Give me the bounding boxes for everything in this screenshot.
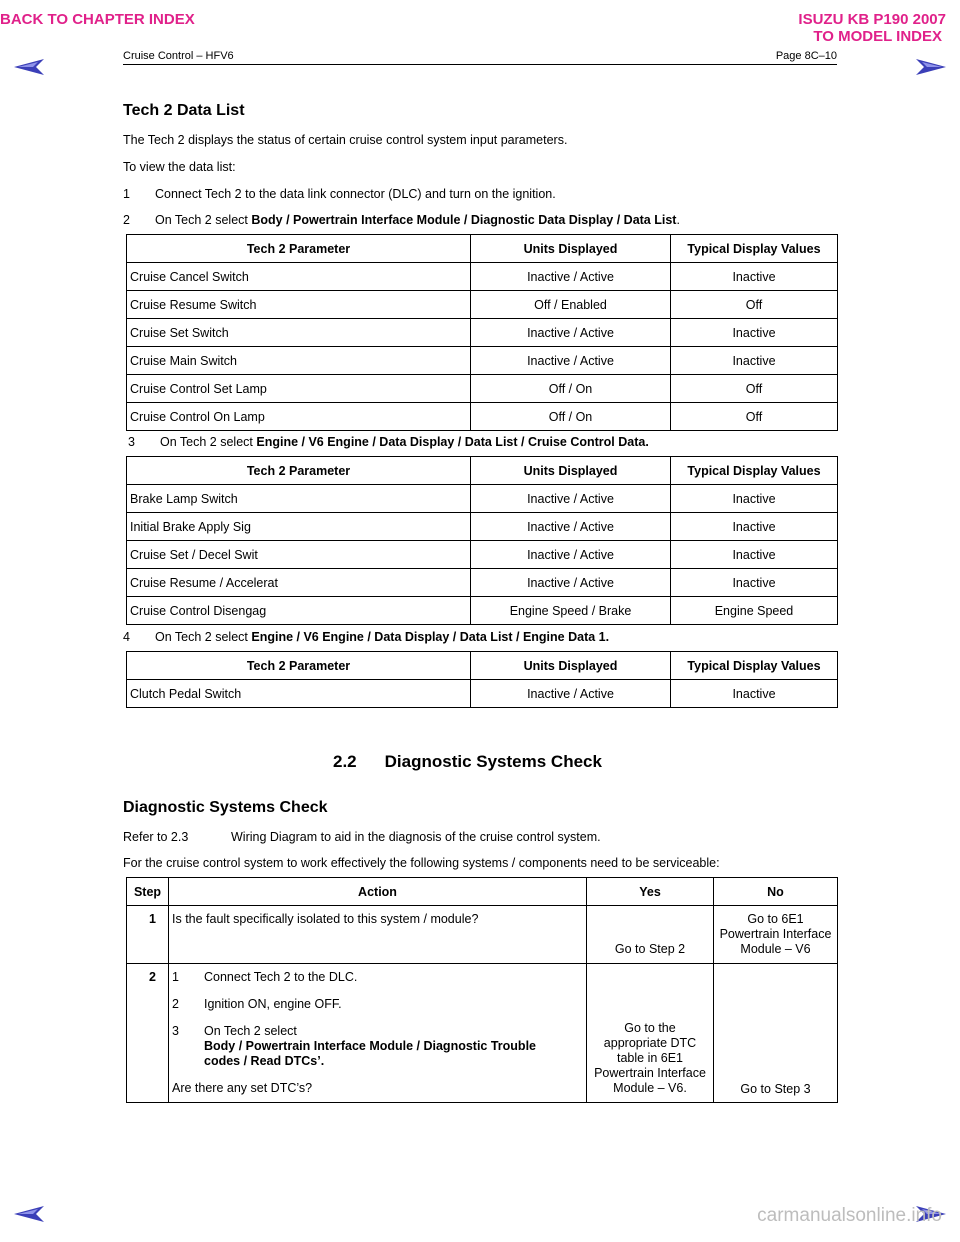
typical-value-cell: Inactive [671,569,838,597]
typical-value-cell: Inactive [671,513,838,541]
no-cell: Go to Step 3 [714,964,838,1103]
table-row [127,375,838,403]
step2-text [123,213,680,228]
parameter-cell: Cruise Main Switch [127,347,471,375]
yes-line: Go to the [624,1021,676,1035]
typical-value-cell: Engine Speed [671,597,838,625]
model-title: ISUZU KB P190 2007 [798,11,946,28]
typical-value-cell: Inactive [671,485,838,513]
section-title-text: Diagnostic Systems Check [384,752,602,771]
action-text: Ignition ON, engine OFF. [204,997,342,1011]
step3-text [128,435,649,450]
col-header: Tech 2 Parameter [127,652,471,680]
units-cell: Off / On [471,375,671,403]
section-title [333,752,602,772]
col-header: Typical Display Values [671,235,838,263]
action-path: Body / Powertrain Interface Module / Diagnostic Trouble [204,1039,536,1053]
tech2-heading: Tech 2 Data List [123,102,245,119]
col-header-step: Step [127,878,169,906]
parameter-cell: Cruise Control On Lamp [127,403,471,431]
table-row [127,319,838,347]
previous-page-arrow-icon[interactable] [14,58,44,76]
typical-value-cell: Inactive [671,347,838,375]
tech2-table-1 [126,234,838,431]
units-cell: Inactive / Active [471,319,671,347]
typical-value-cell: Inactive [671,541,838,569]
diagnostic-check-table [126,877,838,1103]
step4-number: 4 [123,630,130,644]
units-cell: Inactive / Active [471,569,671,597]
action-text: Connect Tech 2 to the DLC. [204,970,358,984]
parameter-cell: Cruise Resume Switch [127,291,471,319]
typical-value-cell: Off [671,291,838,319]
yes-line: table in 6E1 [616,1051,684,1065]
no-line: Go to 6E1 [747,912,804,926]
col-header-action: Action [169,878,587,906]
step1-number: 1 [123,187,130,201]
units-cell: Engine Speed / Brake [471,597,671,625]
table-row [127,597,838,625]
table-header-row [127,878,838,906]
step2-prefix: On Tech 2 select [155,213,252,227]
table-header-row [127,235,838,263]
typical-value-cell: Off [671,375,838,403]
action-num: 3 [172,1024,179,1038]
step3-number: 3 [128,435,135,449]
step2-number: 2 [123,213,130,227]
parameter-cell: Initial Brake Apply Sig [127,513,471,541]
col-header: Units Displayed [471,235,671,263]
typical-value-cell: Inactive [671,319,838,347]
table-row [127,680,838,708]
yes-line: Powertrain Interface [594,1066,706,1080]
step1-body: Connect Tech 2 to the data link connector (DLC) and turn on the ignition. [155,187,556,201]
step4-text [123,630,609,645]
next-page-arrow-icon[interactable] [916,58,946,76]
yes-cell [587,964,714,1103]
parameter-cell: Cruise Control Disengag [127,597,471,625]
step4-path: Engine / V6 Engine / Data Display / Data List / Engine Data 1. [251,630,610,644]
action-num: 2 [172,997,179,1011]
units-cell: Inactive / Active [471,513,671,541]
step4-prefix: On Tech 2 select [155,630,252,644]
refer-body: Wiring Diagram to aid in the diagnosis of the cruise control system. [231,830,601,844]
table-row [127,964,838,1103]
units-cell: Inactive / Active [471,347,671,375]
parameter-cell: Cruise Cancel Switch [127,263,471,291]
table-row [127,485,838,513]
step-number: 2 [127,964,169,1103]
tech2-table-3 [126,651,838,708]
parameter-cell: Cruise Resume / Accelerat [127,569,471,597]
table-header-row [127,652,838,680]
table-row [127,403,838,431]
refer-prefix: Refer to 2.3 [123,830,189,844]
col-header: Units Displayed [471,457,671,485]
tech2-intro: The Tech 2 displays the status of certain cruise control system input parameters. [123,133,568,147]
action-cell: Is the fault specifically isolated to this system / module? [169,906,587,964]
units-cell: Inactive / Active [471,263,671,291]
previous-page-arrow-icon-footer[interactable] [14,1205,44,1223]
diagnostic-subheading: Diagnostic Systems Check [123,799,328,816]
running-header-left: Cruise Control – HFV6 [123,50,234,62]
action-cell [169,964,587,1103]
tech2-table-2 [126,456,838,625]
col-header-yes: Yes [587,878,714,906]
typical-value-cell: Inactive [671,263,838,291]
section-number: 2.2 [333,752,357,771]
parameter-cell: Brake Lamp Switch [127,485,471,513]
no-cell [714,906,838,964]
yes-line: appropriate DTC [603,1036,697,1050]
running-header-right: Page 8C–10 [775,50,837,62]
table-row [127,541,838,569]
step2-path: Body / Powertrain Interface Module / Diagnostic Data Display / Data List [251,213,677,227]
typical-value-cell: Inactive [671,680,838,708]
action-line [172,970,583,985]
action-path: codes / Read DTCs’. [204,1054,325,1068]
action-text: On Tech 2 select [204,1024,297,1038]
to-model-index-link[interactable]: TO MODEL INDEX [813,28,942,45]
header-rule [123,64,837,65]
step3-prefix: On Tech 2 select [160,435,257,449]
col-header: Typical Display Values [671,652,838,680]
refer-text [123,830,601,845]
tech2-view-text: To view the data list: [123,160,236,174]
back-to-chapter-index-link[interactable]: BACK TO CHAPTER INDEX [0,11,195,28]
units-cell: Off / Enabled [471,291,671,319]
units-cell: Inactive / Active [471,485,671,513]
parameter-cell: Cruise Control Set Lamp [127,375,471,403]
col-header: Typical Display Values [671,457,838,485]
table-header-row [127,457,838,485]
no-line: Module – V6 [740,942,811,956]
no-line: Powertrain Interface [719,927,832,941]
col-header: Tech 2 Parameter [127,235,471,263]
table-row [127,569,838,597]
yes-cell: Go to Step 2 [587,906,714,964]
action-num: 1 [172,970,179,984]
action-question: Are there any set DTC’s? [172,1081,313,1095]
units-cell: Inactive / Active [471,680,671,708]
step1-text [123,187,556,202]
step-number: 1 [127,906,169,964]
table-row [127,291,838,319]
table-row [127,347,838,375]
parameter-cell: Clutch Pedal Switch [127,680,471,708]
units-cell: Off / On [471,403,671,431]
action-line [172,997,583,1012]
action-line [172,1024,583,1039]
units-cell: Inactive / Active [471,541,671,569]
col-header: Tech 2 Parameter [127,457,471,485]
typical-value-cell: Off [671,403,838,431]
table-row [127,263,838,291]
parameter-cell: Cruise Set / Decel Swit [127,541,471,569]
yes-line: Module – V6. [613,1081,687,1095]
col-header: Units Displayed [471,652,671,680]
table-row [127,513,838,541]
col-header-no: No [714,878,838,906]
step2-suffix: . [676,213,680,227]
serviceable-text: For the cruise control system to work effectively the following systems / components need to be serviceable: [123,856,720,870]
watermark: carmanualsonline.info [757,1205,942,1226]
step3-path: Engine / V6 Engine / Data Display / Data List / Cruise Control Data. [256,435,649,449]
parameter-cell: Cruise Set Switch [127,319,471,347]
table-row [127,906,838,964]
